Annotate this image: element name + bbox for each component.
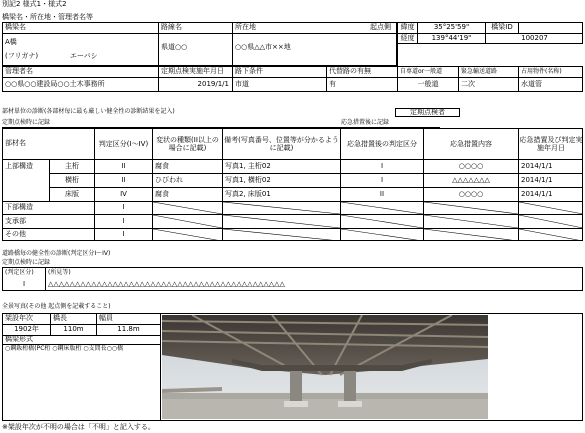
road-name-value: 県道○○ (161, 43, 188, 52)
col-after: 応急措置後の判定区分 (347, 139, 417, 148)
lat-label: 緯度 (400, 23, 415, 32)
structure-label: 橋梁形式 (5, 336, 33, 344)
road-type-value: 一般道 (417, 80, 439, 89)
start-side-label: 起点側 (370, 23, 391, 32)
admin-label: 管理者名 (5, 67, 33, 76)
emergency-label: 緊急輸送道路 (461, 67, 498, 75)
section1-sub-left: 定期点検時に記録 (2, 119, 51, 126)
measure-date: 2014/1/1 (521, 175, 553, 184)
bridge-photo (162, 315, 488, 419)
after-grade: II (379, 189, 385, 198)
col-part: 部材名 (5, 139, 26, 148)
measure-date: 2014/1/1 (521, 161, 553, 170)
bridge-name-label: 橋梁名 (5, 23, 26, 32)
grade-label: (判定区分) (5, 268, 34, 276)
kana-label: (フリガナ) (5, 52, 39, 61)
grade-value: I (122, 203, 125, 212)
lat-value: 35°25'59" (433, 23, 470, 32)
lon-label: 経度 (400, 34, 415, 43)
inspector-label: 定期点検者 (410, 108, 445, 116)
bridge-name-value: A橋 (5, 38, 17, 47)
section2-title: 道路橋毎の健全性の診断(判定区分I～IV) (2, 250, 111, 257)
group-superstructure: 上部構造 (5, 161, 33, 170)
section1-title: 部材単位の診断(各部材毎に最も厳しい健全性の診断結果を記入) (2, 108, 175, 115)
detour-value: 有 (329, 80, 336, 89)
section-label-bridge: 橋梁名・所在地・管理者名等 (2, 13, 93, 21)
findings-value: △△△△△△△△△△△△△△△△△△△△△△△△△△△△△△△△△△△△△△△△△△△△ (48, 279, 285, 288)
empty-cells-strike (153, 202, 583, 241)
col-note: 備考(写真番号、位置等が分かるように記載) (224, 135, 339, 152)
lon-value: 139°44'19" (431, 34, 472, 43)
remarks: 写真1, 主桁02 (225, 161, 271, 170)
col-date: 応急措置及び判定実施年月日 (519, 135, 583, 152)
measure-date: 2014/1/1 (521, 189, 553, 198)
footnote: ※架設年次が不明の場合は「不明」と記入する。 (2, 423, 155, 431)
year-label: 架設年次 (5, 314, 33, 323)
admin-value: ○○県○○建設局○○土木事務所 (5, 80, 105, 89)
inspect-date-value: 2019/1/1 (197, 80, 229, 89)
kana-value: エーバシ (70, 52, 98, 61)
damage-type: 腐食 (155, 161, 169, 170)
inspect-date-label: 定期点検実施年月日 (161, 67, 224, 76)
length-value: 110m (63, 325, 84, 334)
occupancy-value: 水道管 (521, 80, 542, 89)
address-label: 所在地 (235, 23, 256, 32)
remarks: 写真2, 床版01 (225, 189, 271, 198)
width-value: 11.8m (117, 325, 140, 334)
grade-value: I (122, 230, 125, 239)
part-name: その他 (5, 230, 26, 239)
year-value: 1902年 (14, 325, 39, 334)
grade-value: IV (120, 189, 127, 198)
under-label: 路下条件 (235, 67, 263, 76)
findings-label: (所見等) (48, 268, 71, 276)
address-value: ○○県△△市××地 (235, 43, 291, 52)
occupancy-label: 占用物件(名称) (521, 67, 562, 75)
measure-text: ○○○○ (458, 161, 484, 170)
after-grade: I (380, 175, 384, 184)
under-value: 市道 (235, 80, 249, 89)
emergency-value: 二次 (461, 80, 475, 89)
section1-sub-mid: 応急措置後に記録 (341, 119, 390, 126)
bridge-id-label: 橋梁ID (491, 23, 513, 32)
col-grade: 判定区分(I～IV) (98, 139, 149, 148)
measure-text: ○○○○ (458, 189, 484, 198)
part-name: 主桁 (65, 161, 79, 170)
after-grade: I (380, 161, 384, 170)
damage-type: 腐食 (155, 189, 169, 198)
part-name: 下部構造 (5, 203, 33, 212)
part-name: 床版 (65, 189, 79, 198)
part-name: 支承部 (5, 216, 26, 225)
length-label: 橋長 (53, 314, 67, 323)
road-name-label: 路線名 (161, 23, 182, 32)
section2-sub: 定期点検時に記録 (2, 259, 51, 266)
section3-title: 全景写真(その他 起点側を記載すること) (2, 303, 111, 310)
damage-type: ひびわれ (155, 175, 183, 184)
structure-value: ○鋼鈑桁橋(PC桁 ○鋼床版桁 ○支間長○○橋 (5, 345, 124, 353)
form-number: 別記2 様式1・様式2 (2, 0, 67, 8)
col-measure: 応急措置内容 (450, 139, 492, 148)
remarks: 写真1, 横桁02 (225, 175, 271, 184)
col-type: 変状の種類(II以上の場合に記載) (156, 135, 219, 152)
road-type-label: 自専道or一般道 (400, 67, 443, 75)
grade-value: I (122, 216, 125, 225)
bridge-id-value: 100207 (521, 34, 548, 43)
width-label: 幅員 (99, 314, 113, 323)
overall-grade: I (22, 279, 26, 288)
grade-value: II (121, 175, 126, 184)
detour-label: 代替路の有無 (329, 67, 371, 76)
grade-value: II (121, 161, 126, 170)
measure-text: △△△△△△△ (452, 175, 490, 184)
part-name: 横桁 (65, 175, 79, 184)
